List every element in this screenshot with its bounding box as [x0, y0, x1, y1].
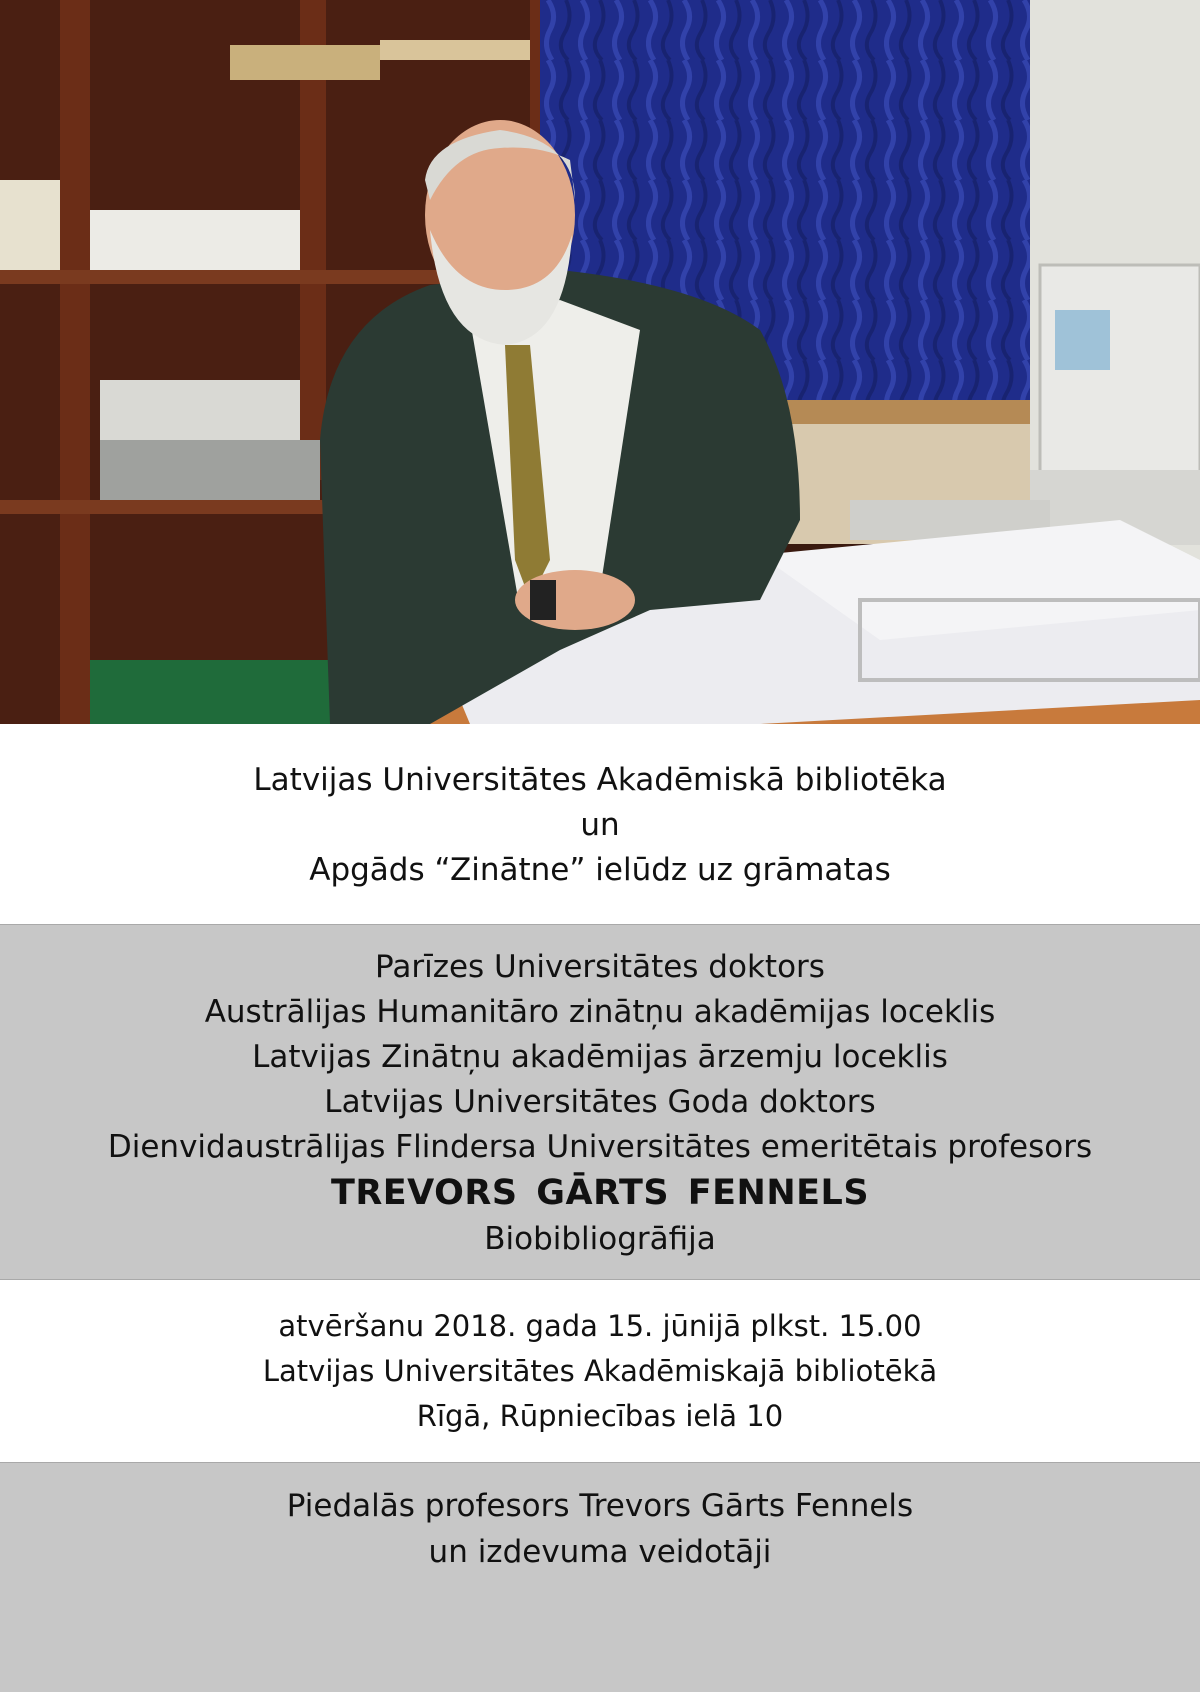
honor-line: Latvijas Zinātņu akadēmijas ārzemju loceklis — [252, 1039, 948, 1075]
honor-line: Latvijas Universitātes Goda doktors — [324, 1084, 876, 1120]
organizer-library: Latvijas Universitātes Akadēmiskā bibliotēka — [253, 762, 947, 798]
event-venue: Latvijas Universitātes Akadēmiskajā bibliotēkā — [262, 1354, 938, 1388]
honor-line: Austrālijas Humanitāro zinātņu akadēmijas loceklis — [204, 994, 996, 1030]
portrait-photo — [0, 0, 1200, 724]
honors-section — [0, 924, 1200, 1280]
author-name: TREVORS GĀRTS FENNELS — [330, 1173, 870, 1213]
participants-section — [0, 1462, 1200, 1692]
event-address: Rīgā, Rūpniecības ielā 10 — [416, 1399, 784, 1433]
honor-line: Parīzes Universitātes doktors — [375, 949, 825, 985]
event-datetime: atvēršanu 2018. gada 15. jūnijā plkst. 15.00 — [278, 1309, 922, 1343]
event-details — [0, 1304, 1200, 1439]
photo-illustration — [0, 0, 1200, 724]
conjunction: un — [580, 807, 620, 843]
organizer-publisher: Apgāds “Zinātne” ielūdz uz grāmatas — [309, 852, 891, 888]
book-subtitle: Biobibliogrāfija — [484, 1221, 716, 1257]
honor-line: Dienvidaustrālijas Flindersa Universitātes emeritētais profesors — [107, 1129, 1093, 1165]
participants-line: un izdevuma veidotāji — [428, 1534, 772, 1570]
intro-section — [0, 758, 1200, 893]
participants-line: Piedalās profesors Trevors Gārts Fennels — [286, 1488, 914, 1524]
